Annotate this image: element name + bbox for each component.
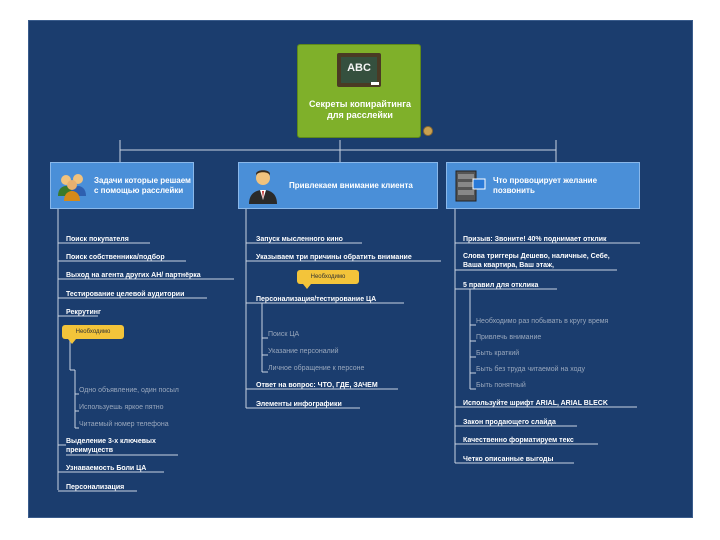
- list-item[interactable]: Быть краткий: [476, 350, 520, 357]
- list-item[interactable]: Указываем три причины обратить внимание: [256, 254, 412, 261]
- list-item[interactable]: Быть без труда читаемой на ходу: [476, 366, 585, 373]
- list-item[interactable]: Поиск собственника/подбор: [66, 254, 165, 261]
- branch-label: Задачи которые решаем с помощью расслейки: [94, 175, 191, 195]
- chalkboard-icon: [337, 53, 381, 87]
- chalkboard-text: ABC: [347, 62, 371, 74]
- list-item[interactable]: Ответ на вопрос: ЧТО, ГДЕ, ЗАЧЕМ: [256, 382, 378, 389]
- branch-call-trigger[interactable]: [446, 162, 640, 209]
- server-icon: [454, 169, 486, 203]
- callout-text: Необходимо: [310, 274, 346, 280]
- list-item[interactable]: Выход на агента других АН/ партнёрка: [66, 272, 201, 279]
- list-item[interactable]: Слова триггеры Дешево, наличные, Себе, Ваша квартира, Ваш этаж,: [463, 253, 610, 269]
- list-item[interactable]: Четко описанные выгоды: [463, 456, 554, 463]
- branch-label: Что провоцирует желание позвонить: [493, 175, 598, 195]
- list-item[interactable]: Элементы инфографики: [256, 401, 342, 408]
- branch-tasks[interactable]: [50, 162, 194, 209]
- list-item[interactable]: 5 правил для отклика: [463, 282, 539, 289]
- callout-text: Необходимо: [75, 329, 111, 335]
- list-item[interactable]: Используйте шрифт ARIAL, ARIAL BLECK: [463, 400, 608, 407]
- list-item[interactable]: Закон продающего слайда: [463, 419, 556, 426]
- list-item[interactable]: Выделение 3-х ключевых преимуществ: [66, 438, 156, 454]
- list-item[interactable]: Используешь яркое пятно: [79, 404, 164, 411]
- list-item[interactable]: Призыв: Звоните! 40% поднимает отклик: [463, 236, 607, 243]
- list-item[interactable]: Запуск мысленного кино: [256, 236, 343, 243]
- list-item[interactable]: Личное обращение к персоне: [268, 365, 365, 372]
- list-item[interactable]: Поиск покупателя: [66, 236, 129, 243]
- branch-attention[interactable]: [238, 162, 438, 209]
- root-title: Секреты копирайтинга для расслейки: [308, 99, 411, 120]
- list-item[interactable]: Узнаваемость Боли ЦА: [66, 465, 147, 472]
- businessman-icon: [247, 168, 279, 204]
- list-item[interactable]: Персонализация/тестирование ЦА: [256, 296, 377, 303]
- list-item[interactable]: Одно объявление, один посыл: [79, 387, 179, 394]
- list-item[interactable]: Необходимо раз побывать в кругу время: [476, 318, 609, 325]
- list-item[interactable]: Поиск ЦА: [268, 331, 300, 338]
- list-item[interactable]: Тестирование целевой аудитории: [66, 291, 185, 298]
- list-item[interactable]: Указание персоналий: [268, 348, 339, 355]
- people-group-icon: [56, 170, 88, 202]
- branch-label: Привлекаем внимание клиента: [289, 180, 413, 190]
- list-item[interactable]: Читаемый номер телефона: [79, 421, 169, 428]
- list-item[interactable]: Быть понятный: [476, 382, 526, 389]
- list-item[interactable]: Привлечь внимание: [476, 334, 542, 341]
- callout-note[interactable]: [297, 270, 359, 284]
- list-item[interactable]: Персонализация: [66, 484, 125, 491]
- root-node[interactable]: [297, 44, 421, 138]
- list-item[interactable]: Качественно форматируем текс: [463, 437, 574, 444]
- list-item[interactable]: Рекрутинг: [66, 309, 101, 316]
- callout-note[interactable]: [62, 325, 124, 339]
- root-attachment-icon[interactable]: [423, 126, 433, 136]
